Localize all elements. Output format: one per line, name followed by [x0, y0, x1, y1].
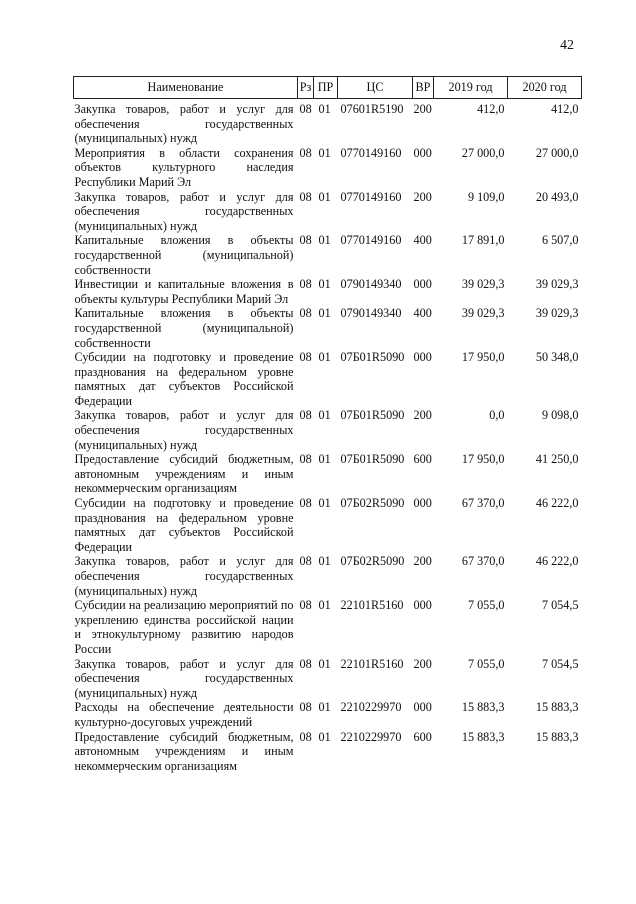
row-value-2019: 15 883,3 [461, 700, 505, 715]
row-value-2020: 50 348,0 [535, 350, 579, 365]
row-value-2020: 6 507,0 [541, 233, 579, 248]
row-vr: 600 [413, 729, 432, 744]
row-value-2019: 15 883,3 [461, 729, 505, 744]
row-value-2020: 39 029,3 [535, 306, 579, 321]
row-rz: 08 [299, 102, 312, 116]
row-pr: 01 [318, 554, 331, 569]
row-name: Закупка товаров, работ и услуг для обеспечения государственных (муниципальных) нужд [74, 656, 294, 700]
row-name: Закупка товаров, работ и услуг для обеспечения государственных (муниципальных) нужд [74, 102, 294, 146]
row-name: Субсидии на подготовку и проведение празднования на федеральном уровне памятных дат субъектов Российской Федерации [74, 350, 294, 408]
row-rz: 08 [299, 729, 312, 744]
row-vr: 000 [413, 496, 432, 511]
row-pr: 01 [318, 145, 331, 160]
row-value-2019: 17 950,0 [461, 350, 505, 365]
row-pr: 01 [318, 277, 331, 292]
row-vr: 000 [413, 277, 432, 292]
row-value-2019: 7 055,0 [467, 656, 505, 671]
row-rz: 08 [299, 408, 312, 423]
row-rz: 08 [299, 598, 312, 613]
header-cs: ЦС [338, 77, 413, 99]
row-name: Субсидии на реализацию мероприятий по укреплению единства российской нации и этнокультурному развитию народов России [74, 598, 294, 656]
table-body [74, 99, 582, 774]
row-value-2020: 15 883,3 [535, 729, 579, 744]
row-pr: 01 [318, 598, 331, 613]
row-pr: 01 [318, 233, 331, 248]
row-vr: 400 [413, 233, 432, 248]
row-cs: 22101R5160 [340, 598, 404, 613]
table-row [74, 700, 582, 729]
row-value-2019: 412,0 [477, 102, 505, 116]
table-row [74, 190, 582, 234]
row-cs: 0770149160 [340, 233, 402, 248]
row-value-2019: 0,0 [489, 408, 505, 423]
row-value-2019: 39 029,3 [461, 277, 505, 292]
row-value-2020: 15 883,3 [535, 700, 579, 715]
row-cs: 07Б02R5090 [340, 496, 405, 511]
row-name: Предоставление субсидий бюджетным, автономным учреждениям и иным некоммерческим организациям [74, 452, 294, 496]
row-value-2020: 9 098,0 [541, 408, 579, 423]
row-vr: 000 [413, 350, 432, 365]
row-cs: 07Б01R5090 [340, 350, 405, 365]
table-row [74, 657, 582, 701]
table-row [74, 598, 582, 656]
row-value-2020: 412,0 [551, 102, 579, 116]
row-pr: 01 [318, 496, 331, 511]
row-rz: 08 [299, 189, 312, 204]
row-value-2020: 20 493,0 [535, 189, 579, 204]
row-name: Капитальные вложения в объекты государственной (муниципальной) собственности [74, 306, 294, 350]
row-value-2019: 67 370,0 [461, 554, 505, 569]
row-rz: 08 [299, 233, 312, 248]
row-rz: 08 [299, 656, 312, 671]
row-pr: 01 [318, 700, 331, 715]
row-value-2019: 67 370,0 [461, 496, 505, 511]
row-name: Инвестиции и капитальные вложения в объекты культуры Республики Марий Эл [74, 277, 294, 306]
row-vr: 000 [413, 598, 432, 613]
row-cs: 07601R5190 [340, 102, 404, 116]
row-cs: 07Б01R5090 [340, 452, 405, 467]
row-value-2019: 9 109,0 [467, 189, 505, 204]
header-rz: Рз [298, 77, 314, 99]
row-value-2020: 7 054,5 [541, 598, 579, 613]
row-value-2020: 46 222,0 [535, 496, 579, 511]
table-header [74, 77, 582, 99]
row-cs: 2210229970 [340, 700, 402, 715]
header-2019: 2019 год [434, 77, 508, 99]
row-name: Капитальные вложения в объекты государственной (муниципальной) собственности [74, 233, 294, 277]
header-pr: ПР [314, 77, 338, 99]
row-pr: 01 [318, 350, 331, 365]
row-name: Мероприятия в области сохранения объектов культурного наследия Республики Марий Эл [74, 145, 294, 189]
row-cs: 0770149160 [340, 145, 402, 160]
budget-table [73, 76, 582, 773]
table-row [74, 730, 582, 774]
row-pr: 01 [318, 102, 331, 116]
row-vr: 200 [413, 408, 432, 423]
row-name: Закупка товаров, работ и услуг для обеспечения государственных (муниципальных) нужд [74, 189, 294, 233]
row-pr: 01 [318, 189, 331, 204]
row-cs: 2210229970 [340, 729, 402, 744]
row-pr: 01 [318, 306, 331, 321]
row-rz: 08 [299, 145, 312, 160]
row-value-2020: 27 000,0 [535, 145, 579, 160]
row-cs: 22101R5160 [340, 656, 404, 671]
table-row [74, 146, 582, 190]
row-value-2020: 41 250,0 [535, 452, 579, 467]
row-vr: 200 [413, 189, 432, 204]
row-pr: 01 [318, 729, 331, 744]
row-vr: 000 [413, 145, 432, 160]
row-cs: 0790149340 [340, 277, 402, 292]
row-vr: 200 [413, 102, 432, 116]
row-value-2020: 7 054,5 [541, 656, 579, 671]
row-rz: 08 [299, 554, 312, 569]
row-pr: 01 [318, 408, 331, 423]
row-name: Предоставление субсидий бюджетным, автономным учреждениям и иным некоммерческим организациям [74, 729, 294, 773]
table-row [74, 233, 582, 277]
table-row [74, 99, 582, 146]
row-vr: 600 [413, 452, 432, 467]
row-value-2019: 7 055,0 [467, 598, 505, 613]
row-name: Закупка товаров, работ и услуг для обеспечения государственных (муниципальных) нужд [74, 408, 294, 452]
row-vr: 400 [413, 306, 432, 321]
row-rz: 08 [299, 496, 312, 511]
row-name: Расходы на обеспечение деятельности культурно-досуговых учреждений [74, 700, 294, 729]
row-rz: 08 [299, 452, 312, 467]
row-cs: 07Б02R5090 [340, 554, 405, 569]
row-vr: 200 [413, 554, 432, 569]
table-row [74, 408, 582, 452]
row-pr: 01 [318, 452, 331, 467]
table-row [74, 452, 582, 496]
header-name: Наименование [74, 77, 298, 99]
row-cs: 0770149160 [340, 189, 402, 204]
row-vr: 000 [413, 700, 432, 715]
row-value-2019: 39 029,3 [461, 306, 505, 321]
row-pr: 01 [318, 656, 331, 671]
row-rz: 08 [299, 277, 312, 292]
table-row [74, 554, 582, 598]
table-row [74, 277, 582, 306]
row-value-2019: 17 950,0 [461, 452, 505, 467]
row-value-2019: 17 891,0 [461, 233, 505, 248]
header-vr: ВР [413, 77, 434, 99]
row-cs: 0790149340 [340, 306, 402, 321]
row-value-2020: 46 222,0 [535, 554, 579, 569]
table-row [74, 350, 582, 408]
row-value-2020: 39 029,3 [535, 277, 579, 292]
header-2020: 2020 год [508, 77, 582, 99]
row-vr: 200 [413, 656, 432, 671]
row-rz: 08 [299, 350, 312, 365]
table-row [74, 496, 582, 554]
table-row [74, 306, 582, 350]
row-rz: 08 [299, 700, 312, 715]
row-value-2019: 27 000,0 [461, 145, 505, 160]
row-cs: 07Б01R5090 [340, 408, 405, 423]
page-number: 42 [560, 38, 574, 53]
row-name: Закупка товаров, работ и услуг для обеспечения государственных (муниципальных) нужд [74, 554, 294, 598]
row-name: Субсидии на подготовку и проведение празднования на федеральном уровне памятных дат субъектов Российской Федерации [74, 496, 294, 554]
row-rz: 08 [299, 306, 312, 321]
